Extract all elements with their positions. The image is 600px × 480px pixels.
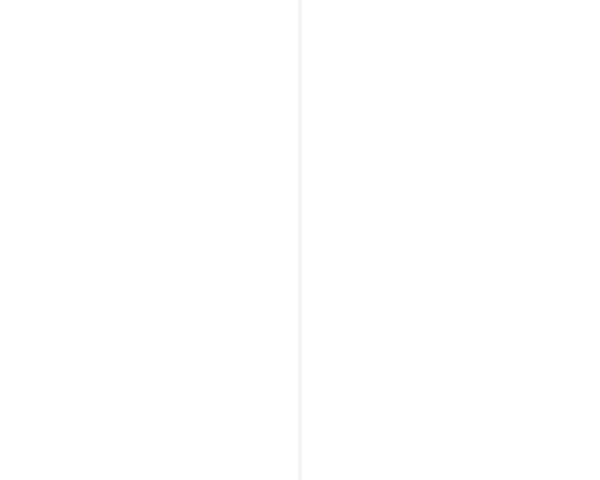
right-page-text — [330, 28, 574, 428]
left-page — [26, 28, 270, 428]
book-gutter — [297, 0, 303, 480]
right-page — [330, 28, 574, 428]
left-page-text — [26, 28, 270, 428]
